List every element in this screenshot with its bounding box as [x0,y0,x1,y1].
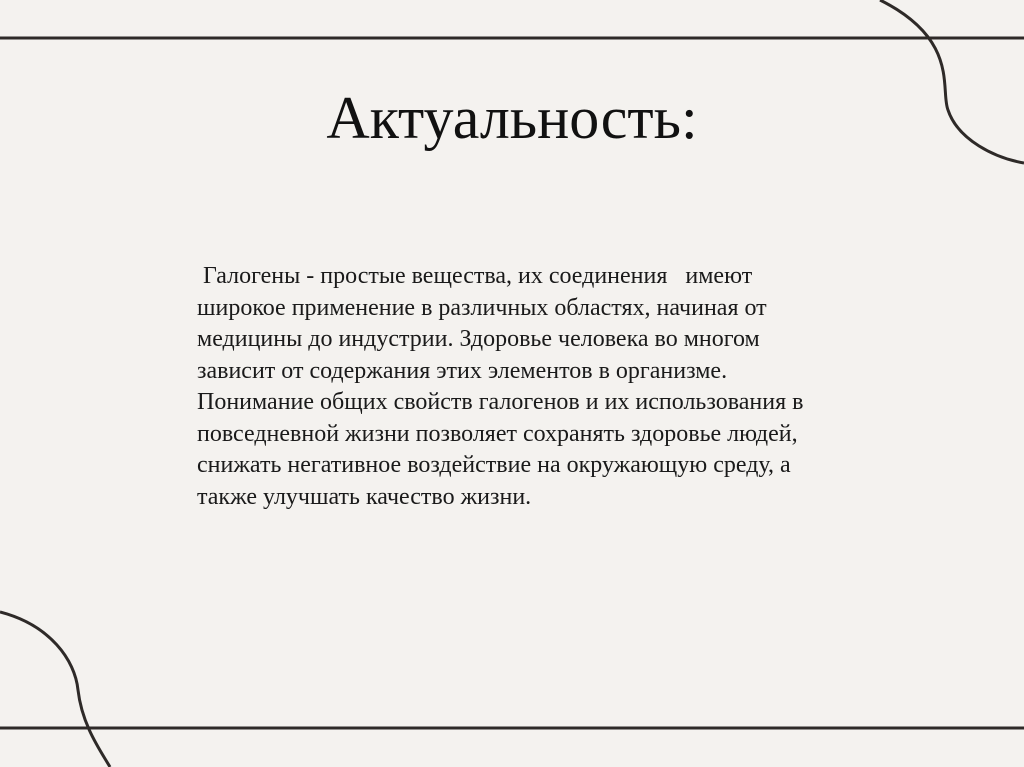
body-line: широкое применение в различных областях, начиная от [197,294,767,321]
body-line: повседневной жизни позволяет сохранять здоровье людей, [197,420,798,447]
body-line: Понимание общих свойств галогенов и их использования в [197,389,804,415]
slide-title: Актуальность: [326,85,698,151]
bottom-left-arc [0,612,110,767]
body-line: зависит от содержания этих элементов в организме. [197,357,728,384]
body-paragraph [197,261,877,513]
body-line: также улучшать качество жизни. [197,483,532,510]
body-line: снижать негативное воздействие на окружающую среду, а [197,452,791,478]
body-line: медицины до индустрии. Здоровье человека во многом [197,326,760,352]
body-line: Галогены - простые вещества, их соединения имеют [197,263,753,289]
